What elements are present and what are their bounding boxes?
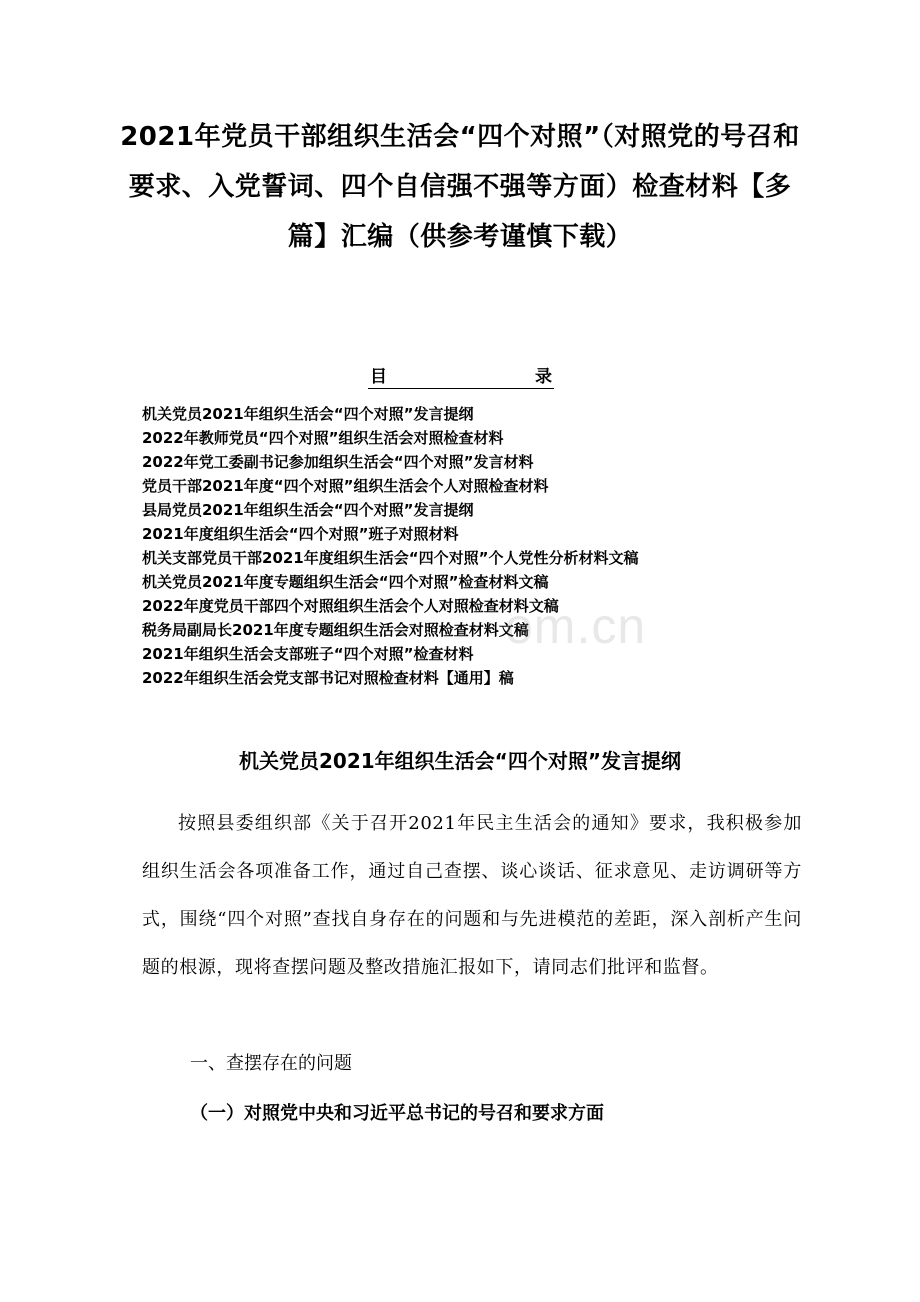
document-title: 2021年党员干部组织生活会“四个对照”（对照党的号召和要求、入党誓词、四个自信强不强等方面）检查材料【多篇】汇编（供参考谨慎下载） [120, 122, 800, 252]
section-title: 机关党员2021年组织生活会“四个对照”发言提纲 [239, 749, 681, 773]
toc-list [142, 402, 638, 690]
toc-item[interactable]: 2022年教师党员“四个对照”组织生活会对照检查材料 [142, 429, 504, 447]
watermark: om.cn [505, 598, 647, 654]
toc-heading [368, 366, 554, 389]
toc-item[interactable]: 2021年度组织生活会“四个对照”班子对照材料 [142, 525, 459, 543]
toc-item[interactable]: 2022年组织生活会党支部书记对照检查材料【通用】稿 [142, 669, 514, 687]
toc-item[interactable]: 机关党员2021年度专题组织生活会“四个对照”检查材料文稿 [142, 573, 549, 591]
toc-item[interactable]: 党员干部2021年度“四个对照”组织生活会个人对照检查材料 [142, 477, 549, 495]
toc-heading-right: 录 [535, 367, 552, 387]
toc-heading-left: 目 [370, 367, 387, 387]
toc-item[interactable]: 2022年党工委副书记参加组织生活会“四个对照”发言材料 [142, 453, 534, 471]
toc-item[interactable]: 县局党员2021年组织生活会“四个对照”发言提纲 [142, 501, 474, 519]
body-paragraph: 按照县委组织部《关于召开2021年民主生活会的通知》要求，我积极参加组织生活会各项准备工作，通过自己查摆、谈心谈话、征求意见、走访调研等方式，围绕“四个对照”查找自身存在的问题和与先进模范的差距，深入剖析产生问题的根源，现将查摆问题及整改措施汇报如下，请同志们批评和监督。 [142, 813, 802, 978]
heading-level-two: （一）对照党中央和习近平总书记的号召和要求方面 [190, 1103, 604, 1124]
toc-item[interactable]: 机关支部党员干部2021年度组织生活会“四个对照”个人党性分析材料文稿 [142, 549, 639, 567]
heading-level-one: 一、查摆存在的问题 [190, 1053, 352, 1074]
toc-item[interactable]: 税务局副局长2021年度专题组织生活会对照检查材料文稿 [142, 621, 529, 639]
toc-item[interactable]: 机关党员2021年组织生活会“四个对照”发言提纲 [142, 405, 474, 423]
toc-item[interactable]: 2022年度党员干部四个对照组织生活会个人对照检查材料文稿 [142, 597, 559, 615]
toc-item[interactable]: 2021年组织生活会支部班子“四个对照”检查材料 [142, 645, 474, 663]
